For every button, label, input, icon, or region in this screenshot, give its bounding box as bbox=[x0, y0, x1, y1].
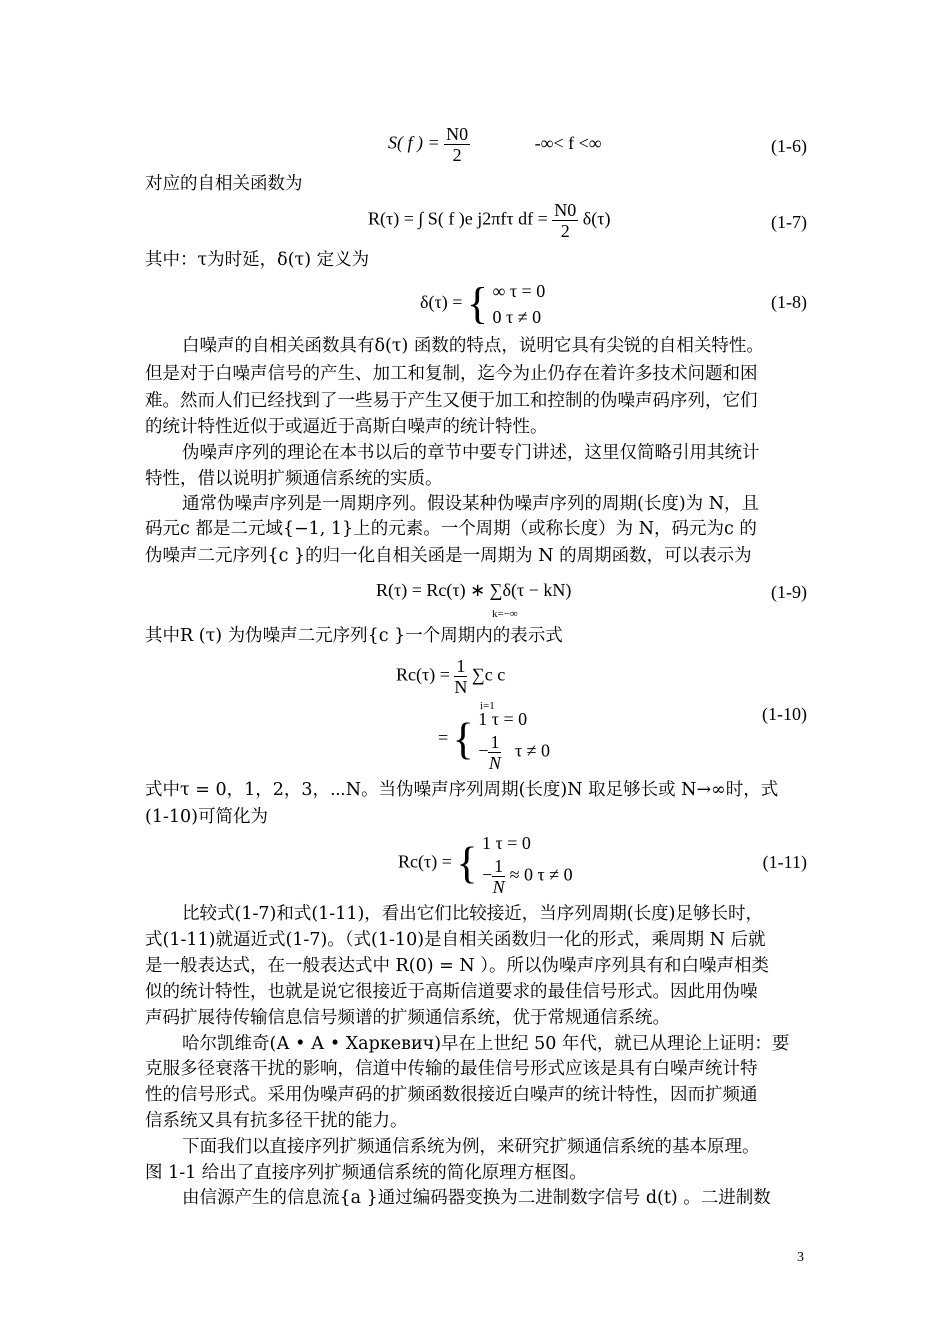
paragraph-line: 比较式(1-7)和式(1-11)，看出它们比较接近，当序列周期(长度)足够长时， bbox=[182, 904, 763, 924]
paragraph-line: 性的信号形式。采用伪噪声码的扩频函数很接近白噪声的统计特性，因而扩频通 bbox=[145, 1085, 758, 1105]
equation-1-8: δ(τ) = { ∞ τ = 0 0 τ ≠ 0 bbox=[420, 279, 546, 328]
equation-1-6: S( f ) = $\frac{N0}{2}$ -∞< f <∞ bbox=[388, 124, 602, 165]
paragraph-line: 但是对于白噪声信号的产生、加工和复制，迄今为止仍存在着许多技术问题和困 bbox=[145, 364, 758, 384]
equation-label: (1-8) bbox=[771, 292, 807, 312]
paragraph-line: 难。然而人们已经找到了一些易于产生又便于加工和控制的伪噪声码序列，它们 bbox=[145, 391, 758, 411]
equation-label: (1-11) bbox=[762, 852, 807, 872]
equation-1-11: Rc(τ) = { 1 τ = 0 − $\frac{1}{N}$ ≈ 0 τ ≠ 0 bbox=[398, 833, 573, 897]
paragraph-line: 其中：τ为时延，δ(τ) 定义为 bbox=[145, 250, 370, 270]
paragraph-line: 通常伪噪声序列是一周期序列。假设某种伪噪声序列的周期(长度)为 N，且 bbox=[182, 494, 760, 514]
paragraph-line: 码元c 都是二元域{−1, 1}上的元素。一个周期（或称长度）为 N，码元为c 的 bbox=[145, 519, 757, 539]
equation-1-10-cases: = { 1 τ = 0 − $\frac{1}{N}$ τ ≠ 0 bbox=[438, 709, 551, 773]
paragraph-line: 特性，借以说明扩频通信系统的实质。 bbox=[145, 469, 443, 489]
paragraph-line: 其中R (τ) 为伪噪声二元序列{c }一个周期内的表示式 bbox=[145, 626, 563, 646]
equation-label: (1-6) bbox=[771, 136, 807, 156]
paragraph-line: 由信源产生的信息流{a }通过编码器变换为二进制数字信号 d(t) 。二进制数 bbox=[182, 1188, 771, 1208]
paragraph-line: 下面我们以直接序列扩频通信系统为例，来研究扩频通信系统的基本原理。 bbox=[182, 1137, 760, 1157]
fraction: $\frac{N0}{2}$ bbox=[446, 124, 469, 165]
paragraph-line: 哈尔凯维奇(А • А • Харкевич)早在上世纪 50 年代，就已从理论上证明：要 bbox=[182, 1034, 790, 1054]
paragraph-line: 图 1-1 给出了直接序列扩频通信系统的简化原理方框图。 bbox=[145, 1163, 587, 1183]
paragraph-line: 似的统计特性，也就是说它很接近于高斯信道要求的最佳信号形式。因此用伪噪 bbox=[145, 982, 758, 1002]
paragraph-line: 式中τ = 0，1，2，3，⋯N。当伪噪声序列周期(长度)N 取足够长或 N→∞时，式 bbox=[145, 780, 779, 800]
page-number: 3 bbox=[797, 1250, 804, 1265]
equation-label: (1-10) bbox=[762, 704, 807, 724]
paragraph-line: 是一般表达式，在一般表达式中 R(0) = N ）。所以伪噪声序列具有和白噪声相类 bbox=[145, 956, 769, 976]
fraction: $\frac{1}{N}$ bbox=[454, 656, 468, 697]
equation-1-7: R(τ) = ∫ S( f )e j2πfτ df = $\frac{N0}{2}$ δ(τ) bbox=[368, 200, 611, 241]
equation-1-9: R(τ) = Rc(τ) ∗ ∑δ(τ − kN) k=−∞ bbox=[376, 580, 572, 620]
paragraph-line: 克服多径衰落干扰的影响，信道中传输的最佳信号形式应该是具有白噪声统计特 bbox=[145, 1059, 758, 1079]
equation-label: (1-9) bbox=[771, 582, 807, 602]
fraction: $\frac{N0}{2}$ bbox=[554, 200, 577, 241]
equation-label: (1-7) bbox=[771, 212, 807, 232]
paragraph-line: 白噪声的自相关函数具有δ(τ) 函数的特点，说明它具有尖锐的自相关特性。 bbox=[182, 336, 764, 356]
paragraph-line: 对应的自相关函数为 bbox=[145, 174, 303, 194]
paragraph-line: 伪噪声序列的理论在本书以后的章节中要专门讲述，这里仅简略引用其统计 bbox=[182, 443, 760, 463]
paragraph-line: 的统计特性近似于或逼近于高斯白噪声的统计特性。 bbox=[145, 417, 548, 437]
paragraph-line: 声码扩展待传输信息信号频谱的扩频通信系统，优于常规通信系统。 bbox=[145, 1008, 670, 1028]
paragraph-line: 伪噪声二元序列{c }的归一化自相关函是一周期为 N 的周期函数，可以表示为 bbox=[145, 546, 752, 566]
equation-1-10: Rc(τ) = $\frac{1}{N}$ ∑c c i=1 bbox=[396, 656, 506, 712]
paragraph-line: (1-10)可简化为 bbox=[145, 807, 268, 827]
paragraph-line: 信系统又具有抗多径干扰的能力。 bbox=[145, 1111, 408, 1131]
paragraph-line: 式(1-11)就逼近式(1-7)。（式(1-10)是自相关函数归一化的形式，乘周期 N 后就 bbox=[145, 930, 766, 950]
